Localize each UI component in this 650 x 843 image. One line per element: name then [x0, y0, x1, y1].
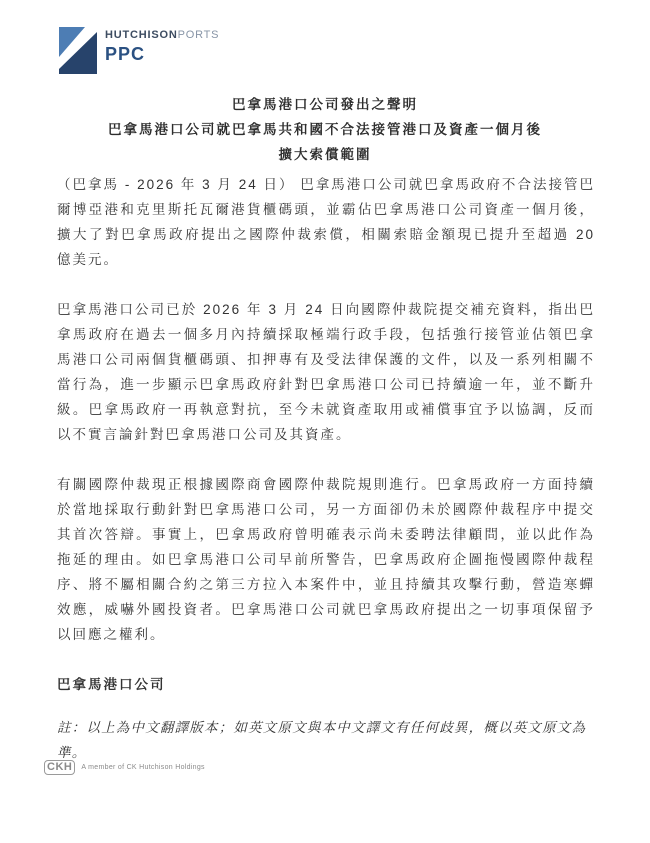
signature: 巴拿馬港口公司 [57, 677, 166, 692]
title-line-2: 巴拿馬港口公司就巴拿馬共和國不合法接管港口及資產一個月後 [108, 122, 542, 137]
ckh-logo: CKH [44, 760, 75, 775]
brand-primary-label: HUTCHISON [105, 29, 178, 41]
brand-unit-label: PPC [105, 44, 146, 64]
statement-title [0, 92, 650, 167]
title-line-3: 擴大索償範圍 [278, 147, 372, 162]
statement-body [57, 172, 595, 765]
member-of-ck-hutchison-label: A member of CK Hutchison Holdings [81, 764, 205, 771]
title-line-1: 巴拿馬港口公司發出之聲明 [232, 97, 418, 112]
paragraph-3: 有關國際仲裁現正根據國際商會國際仲裁院規則進行。巴拿馬政府一方面持續於當地採取行動針對巴拿馬港口公司，另一方面卻仍未於國際仲裁程序中提交其首次答辯。事實上，巴拿馬政府曾明確表示尚未委聘法律顧問，並以此作為拖延的理由。如巴拿馬港口公司早前所警告，巴拿馬政府企圖拖慢國際仲裁程序、將不屬相關合約之第三方拉入本案件中，並且持續其攻擊行動，營造寒蟬效應，威嚇外國投資者。巴拿馬港口公司就巴拿馬政府提出之一切事項保留予以回應之權利。 [57, 477, 595, 642]
hutchison-ports-ppc-logo [59, 27, 219, 74]
logo-wordmark [105, 27, 219, 63]
hutchison-ports-logo-icon [59, 27, 97, 74]
footer [44, 760, 205, 775]
paragraph-2: 巴拿馬港口公司已於 2026 年 3 月 24 日向國際仲裁院提交補充資料，指出巴拿馬政府在過去一個多月內持續採取極端行政手段，包括強行接管並佔領巴拿馬港口公司兩個貨櫃碼頭、扣押專有及受法律保護的文件，以及一系列相關不當行為，進一步顯示巴拿馬政府針對巴拿馬港口公司已持續逾一年，並不斷升級。巴拿馬政府一再執意對抗，至今未就資產取用或補償事宜予以協調，反而以不實言論針對巴拿馬港口公司及其資產。 [57, 302, 595, 442]
brand-secondary-label: PORTS [177, 29, 220, 41]
translation-footnote: 註：以上為中文翻譯版本；如英文原文與本中文譯文有任何歧異，概以英文原文為準。 [57, 720, 587, 760]
brand-line [105, 30, 219, 41]
paragraph-1: （巴拿馬 - 2026 年 3 月 24 日） 巴拿馬港口公司就巴拿馬政府不合法接管巴爾博亞港和克里斯托瓦爾港貨櫃碼頭，並霸佔巴拿馬港口公司資產一個月後，擴大了對巴拿馬政府提出之國際仲裁索償，相關索賠金額現已提升至超過 20 億美元。 [57, 177, 595, 267]
